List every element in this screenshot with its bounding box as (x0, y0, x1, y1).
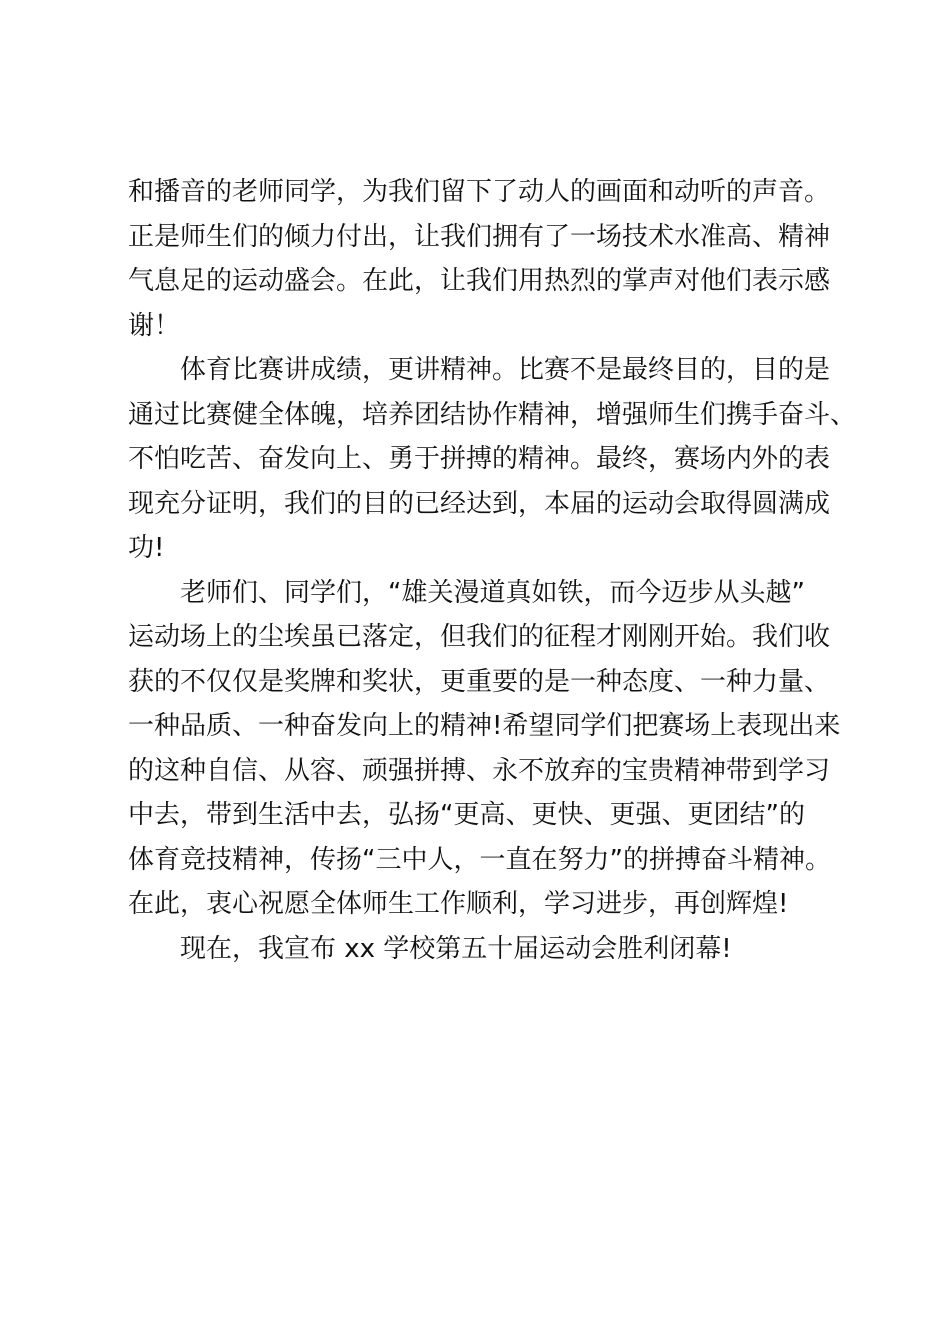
text-line-15: 中去，带到生活中去，弘扬“更高、更快、更强、更团结”的 (128, 800, 805, 830)
text-line-3: 气息足的运动盛会。在此，让我们用热烈的掌声对他们表示感 (128, 266, 831, 296)
body-text (128, 170, 858, 971)
text-line-11: 运动场上的尘埃虽已落定，但我们的征程才刚刚开始。我们收 (128, 622, 831, 652)
text-line-16: 体育竞技精神，传扬“三中人，一直在努力”的拼搏奋斗精神。 (128, 844, 831, 875)
text-line-1: 和播音的老师同学，为我们留下了动人的画面和动听的声音。 (128, 177, 831, 207)
text-line-8: 现充分证明，我们的目的已经达到，本届的运动会取得圆满成 (128, 488, 831, 519)
text-line-6: 通过比赛健全体魄，培养团结协作精神，增强师生们携手奋斗、 (128, 399, 857, 430)
text-line-13: 一种品质、一种奋发向上的精神!希望同学们把赛场上表现出来 (128, 711, 841, 741)
text-line-12: 获的不仅仅是奖牌和奖状，更重要的是一种态度、一种力量、 (128, 666, 831, 697)
text-line-14: 的这种自信、从容、顽强拼搏、永不放弃的宝贵精神带到学习 (128, 755, 831, 786)
text-line-7: 不怕吃苦、奋发向上、勇于拼搏的精神。最终，赛场内外的表 (128, 444, 831, 474)
text-line-5: 体育比赛讲成绩，更讲精神。比赛不是最终目的，目的是 (180, 355, 831, 385)
text-line-17: 在此，衷心祝愿全体师生工作顺利，学习进步，再创辉煌! (128, 889, 789, 919)
text-line-4: 谢！ (128, 310, 181, 341)
text-line-2: 正是师生们的倾力付出，让我们拥有了一场技术水准高、精神 (128, 221, 831, 252)
text-line-18: 现在，我宣布 xx 学校第五十届运动会胜利闭幕! (180, 933, 732, 964)
text-line-10: 老师们、同学们，“雄关漫道真如铁，而今迈步从头越” (180, 577, 805, 608)
text-line-9: 功! (128, 533, 165, 563)
